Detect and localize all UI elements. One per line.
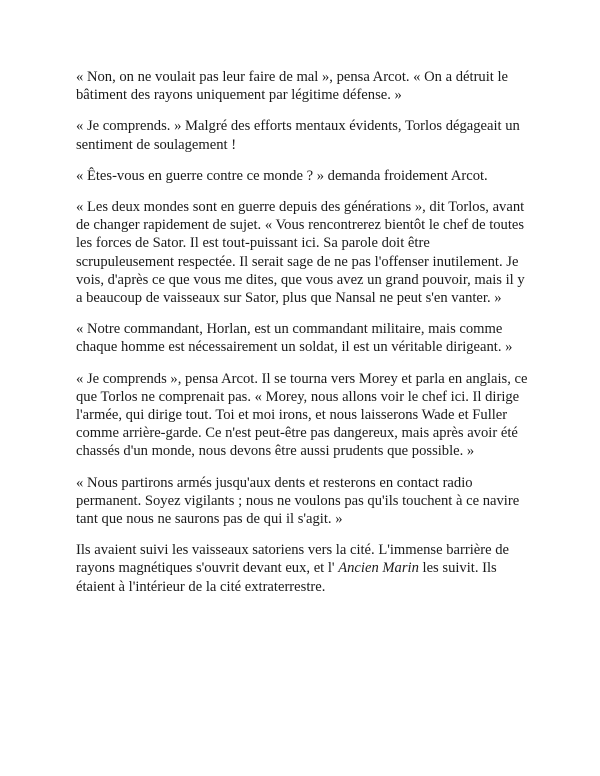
paragraph-2: « Je comprends. » Malgré des efforts mentaux évidents, Torlos dégageait un sentiment de soulagement ! bbox=[76, 118, 520, 153]
paragraph-8-after: les suivit. Ils étaient à l'intérieur de la cité extraterrestre. bbox=[76, 560, 497, 595]
document-page bbox=[76, 68, 530, 609]
paragraph-1: « Non, on ne voulait pas leur faire de mal », pensa Arcot. « On a détruit le bâtiment des rayons uniquement par légitime défense. » bbox=[76, 69, 509, 104]
paragraph-3: « Êtes-vous en guerre contre ce monde ? » demanda froidement Arcot. bbox=[76, 167, 488, 184]
paragraph-5: « Notre commandant, Horlan, est un commandant militaire, mais comme chaque homme est nécessairement un soldat, il est un véritable dirigeant. » bbox=[76, 321, 513, 356]
paragraph-8-before: Ils avaient suivi les vaisseaux satoriens vers la cité. L'immense barrière de rayons magnétiques s'ouvrit devant eux, et l' bbox=[76, 542, 509, 577]
paragraph-8 bbox=[76, 541, 530, 596]
paragraph-7: « Nous partirons armés jusqu'aux dents et resterons en contact radio permanent. Soyez vigilants ; nous ne voulons pas qu'ils touchent à ce navire tant que nous ne saurons pas de qui il s'agit. » bbox=[76, 474, 520, 528]
ship-name: Ancien Marin bbox=[338, 560, 419, 577]
paragraph-6: « Je comprends », pensa Arcot. Il se tourna vers Morey et parla en anglais, ce que Torlos ne comprenait pas. « Morey, nous allons voir le chef ici. Il dirige l'armée, qui dirige tout. Toi et moi irons, et nous laisserons Wade et Fuller comme arrière-garde. Ce n'est peut-être pas dangereux, mais après avoir été chassés d'un monde, nous devons être aussi prudents que possible. » bbox=[76, 370, 528, 460]
paragraph-4: « Les deux mondes sont en guerre depuis des générations », dit Torlos, avant de changer rapidement de sujet. « Vous rencontrerez bientôt le chef de toutes les forces de Sator. Il est tout-puissant ici. Sa parole doit être scrupuleusement respectée. Il serait sage de ne pas l'offenser inutilement. Je vois, d'après ce que vous me dites, que vous avez un grand pouvoir, mais il y a beaucoup de vaisseaux sur Sator, plus que Nansal ne peut s'en vanter. » bbox=[76, 199, 525, 307]
